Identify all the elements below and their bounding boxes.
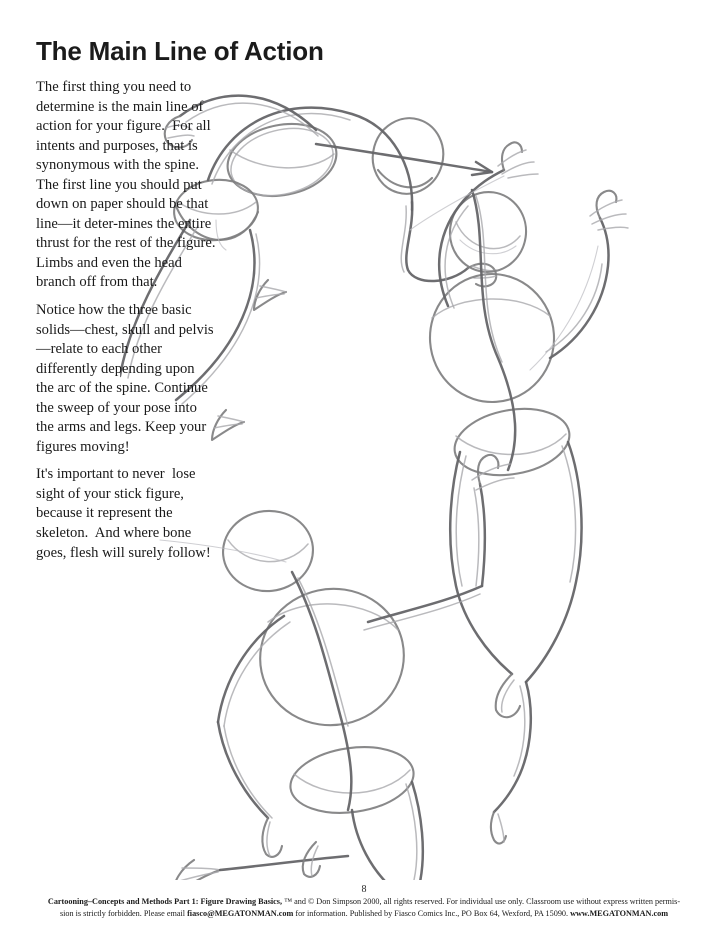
figure-right-standing xyxy=(410,142,628,843)
text-column xyxy=(36,78,223,571)
body-paragraph-1: The first thing you need to determine is the main line of action for your figure. For all intents and purposes, that is synonymous with the spine. The first line you should put down on paper should be that line—it deter-mines the entire thrust for the rest of the figure. Limbs and even the head branch off from that. xyxy=(36,79,223,291)
figure-top-foot-accents xyxy=(212,280,286,440)
footer-website-url[interactable]: www.MEGATONMAN.com xyxy=(570,909,669,919)
footer-title-bold: Cartooning–Concepts and Methods Part 1: Figure Drawing Basics, xyxy=(47,897,283,906)
page-number: 8 xyxy=(361,884,367,895)
body-paragraph-3: It's important to never lose sight of your stick figure, because it represent the skeleton. And where bone goes, flesh will surely follow! xyxy=(36,466,211,561)
footer-line-1-rest: ™ and © Don Simpson 2000, all rights reserved. For individual use only. Classroom use without express written permis- xyxy=(282,897,681,906)
footer-copyright xyxy=(28,896,700,921)
footer-line-1 xyxy=(28,896,700,908)
body-paragraph-2: Notice how the three basic solids—chest, skull and pelvis—relate to each other differently depending upon the arc of the spine. Continue the sweep of your pose into the arms and legs. Keep your figures moving! xyxy=(36,302,214,455)
footer-line-2-a: sion is strictly forbidden. Please email xyxy=(59,909,188,919)
footer-line-2-b: for information. Published by Fiasco Comics Inc., PO Box 64, Wexford, PA 15090. xyxy=(293,909,571,919)
footer-line-2 xyxy=(28,908,700,920)
footer-email[interactable]: fiasco@MEGATONMAN.com xyxy=(187,909,294,919)
page-title: The Main Line of Action xyxy=(36,36,324,66)
